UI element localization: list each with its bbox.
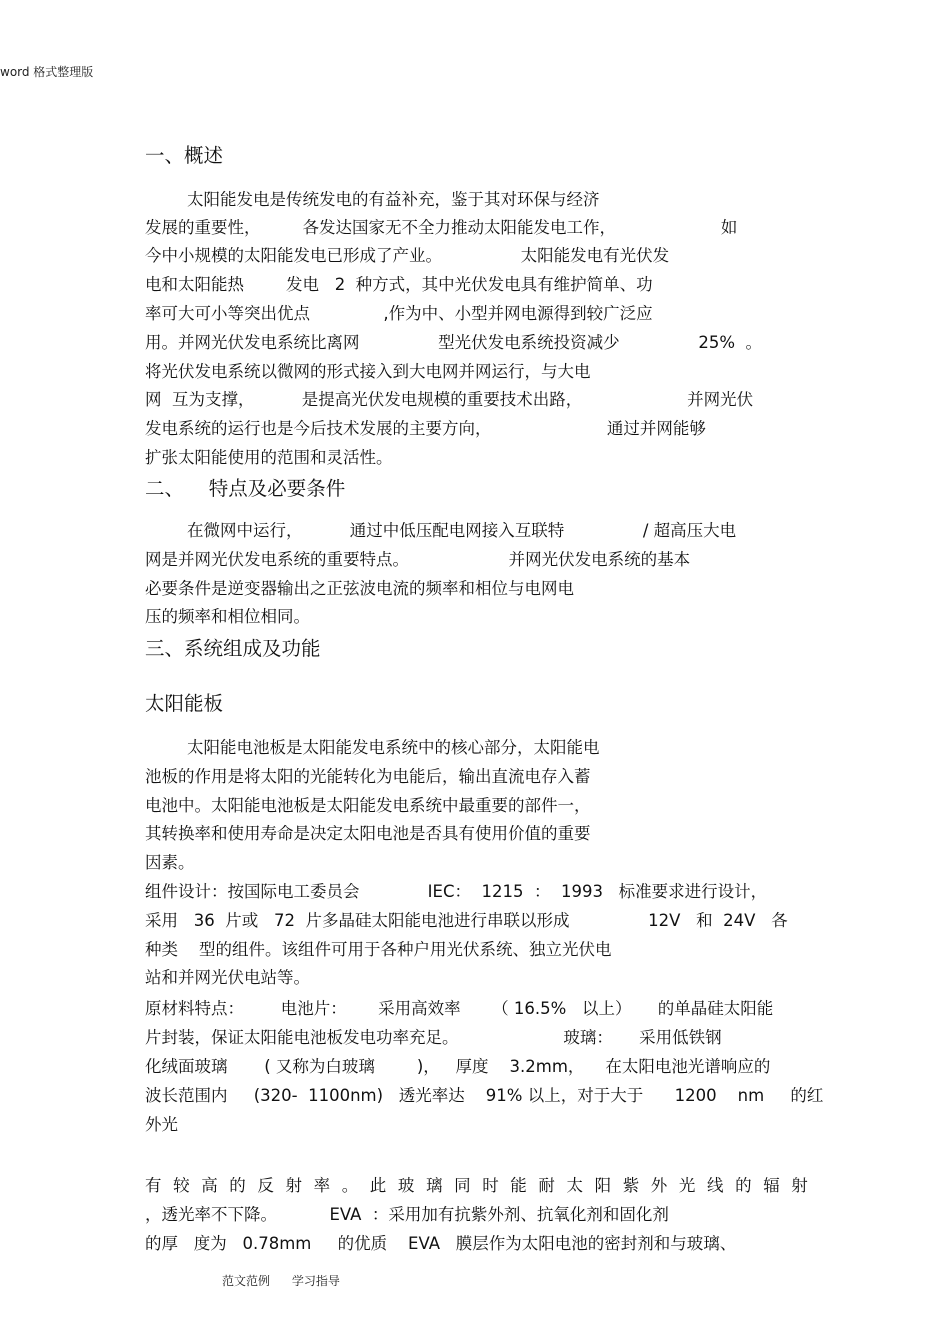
text-line: 扩张太阳能使用的范围和灵活性。 xyxy=(145,448,393,467)
text-line: 原材料特点： 电池片： 采用高效率 （ 16.5% 以上） 的单晶硅太阳能 xyxy=(145,999,774,1018)
text-line: 波长范围内 (320- 1100nm) 透光率达 91% 以上，对于大于 1200 nm 的红 xyxy=(145,1086,824,1105)
text-line: 池板的作用是将太阳的光能转化为电能后，输出直流电存入蓄 xyxy=(145,767,591,786)
text-line: 必要条件是逆变器输出之正弦波电流的频率和相位与电网电 xyxy=(145,579,574,598)
text-line: 今中小规模的太阳能发电已形成了产业。 太阳能发电有光伏发 xyxy=(145,246,670,265)
text-line: 网是并网光伏发电系统的重要特点。 并网光伏发电系统的基本 xyxy=(145,550,691,569)
text-line: 在微网中运行， 通过中低压配电网接入互联特 / 超高压大电 xyxy=(187,521,737,540)
text-line: 有较高的反射率。此玻璃同时能耐太阳紫外光线的辐射 xyxy=(145,1176,820,1195)
text-line: 太阳能电池板是太阳能发电系统中的核心部分，太阳能电 xyxy=(187,738,600,757)
text-line: 因素。 xyxy=(145,853,195,872)
text-line: 种类 型的组件。该组件可用于各种户用光伏系统、独立光伏电 xyxy=(145,940,612,959)
text-line: 组件设计：按国际电工委员会 IEC： 1215 ： 1993 标准要求进行设计， xyxy=(145,882,768,901)
text-line: ，透光率不下降。 EVA ：采用加有抗紫外剂、抗氧化剂和固化剂 xyxy=(145,1205,669,1224)
text-line: 用。并网光伏发电系统比离网 型光伏发电系统投资减少 25% 。 xyxy=(145,333,763,352)
text-line: 率可大可小等突出优点 ,作为中、小型并网电源得到较广泛应 xyxy=(145,304,653,323)
text-line: 片封装，保证太阳能电池板发电功率充足。 玻璃： 采用低铁钢 xyxy=(145,1028,722,1047)
text-line: 外光 xyxy=(145,1115,178,1134)
text-line: 发展的重要性， 各发达国家无不全力推动太阳能发电工作， 如 xyxy=(145,218,738,237)
heading-overview: 一、概述 xyxy=(145,144,224,167)
text-line: 网 互为支撑， 是提高光伏发电规模的重要技术出路， 并网光伏 xyxy=(145,390,754,409)
text-line: 压的频率和相位相同。 xyxy=(145,607,310,626)
text-line: 将光伏发电系统以微网的形式接入到大电网并网运行，与大电 xyxy=(145,362,591,381)
text-line: 发电系统的运行也是今后技术发展的主要方向， 通过并网能够 xyxy=(145,419,706,438)
text-line: 电池中。太阳能电池板是太阳能发电系统中最重要的部件一， xyxy=(145,796,591,815)
text-line: 化绒面玻璃 ( 又称为白玻璃 )， 厚度 3.2mm， 在太阳电池光谱响应的 xyxy=(145,1057,771,1076)
text-line: 电和太阳能热 发电 2 种方式，其中光伏发电具有维护简单、功 xyxy=(145,275,653,294)
page-header: word 格式整理版 xyxy=(0,65,94,79)
text-line: 站和并网光伏电站等。 xyxy=(145,968,310,987)
page-footer: 范文范例 学习指导 xyxy=(222,1274,340,1288)
text-line: 太阳能发电是传统发电的有益补充，鉴于其对环保与经济 xyxy=(187,190,600,209)
heading-features: 二、 特点及必要条件 xyxy=(145,477,346,500)
text-line: 采用 36 片或 72 片多晶硅太阳能电池进行串联以形成 12V 和 24V 各 xyxy=(145,911,788,930)
heading-system: 三、系统组成及功能 xyxy=(145,637,321,660)
text-line: 其转换率和使用寿命是决定太阳电池是否具有使用价值的重要 xyxy=(145,824,591,843)
heading-solar-panel: 太阳能板 xyxy=(145,692,224,715)
text-line: 的厚 度为 0.78mm 的优质 EVA 膜层作为太阳电池的密封剂和与玻璃、 xyxy=(145,1234,737,1253)
